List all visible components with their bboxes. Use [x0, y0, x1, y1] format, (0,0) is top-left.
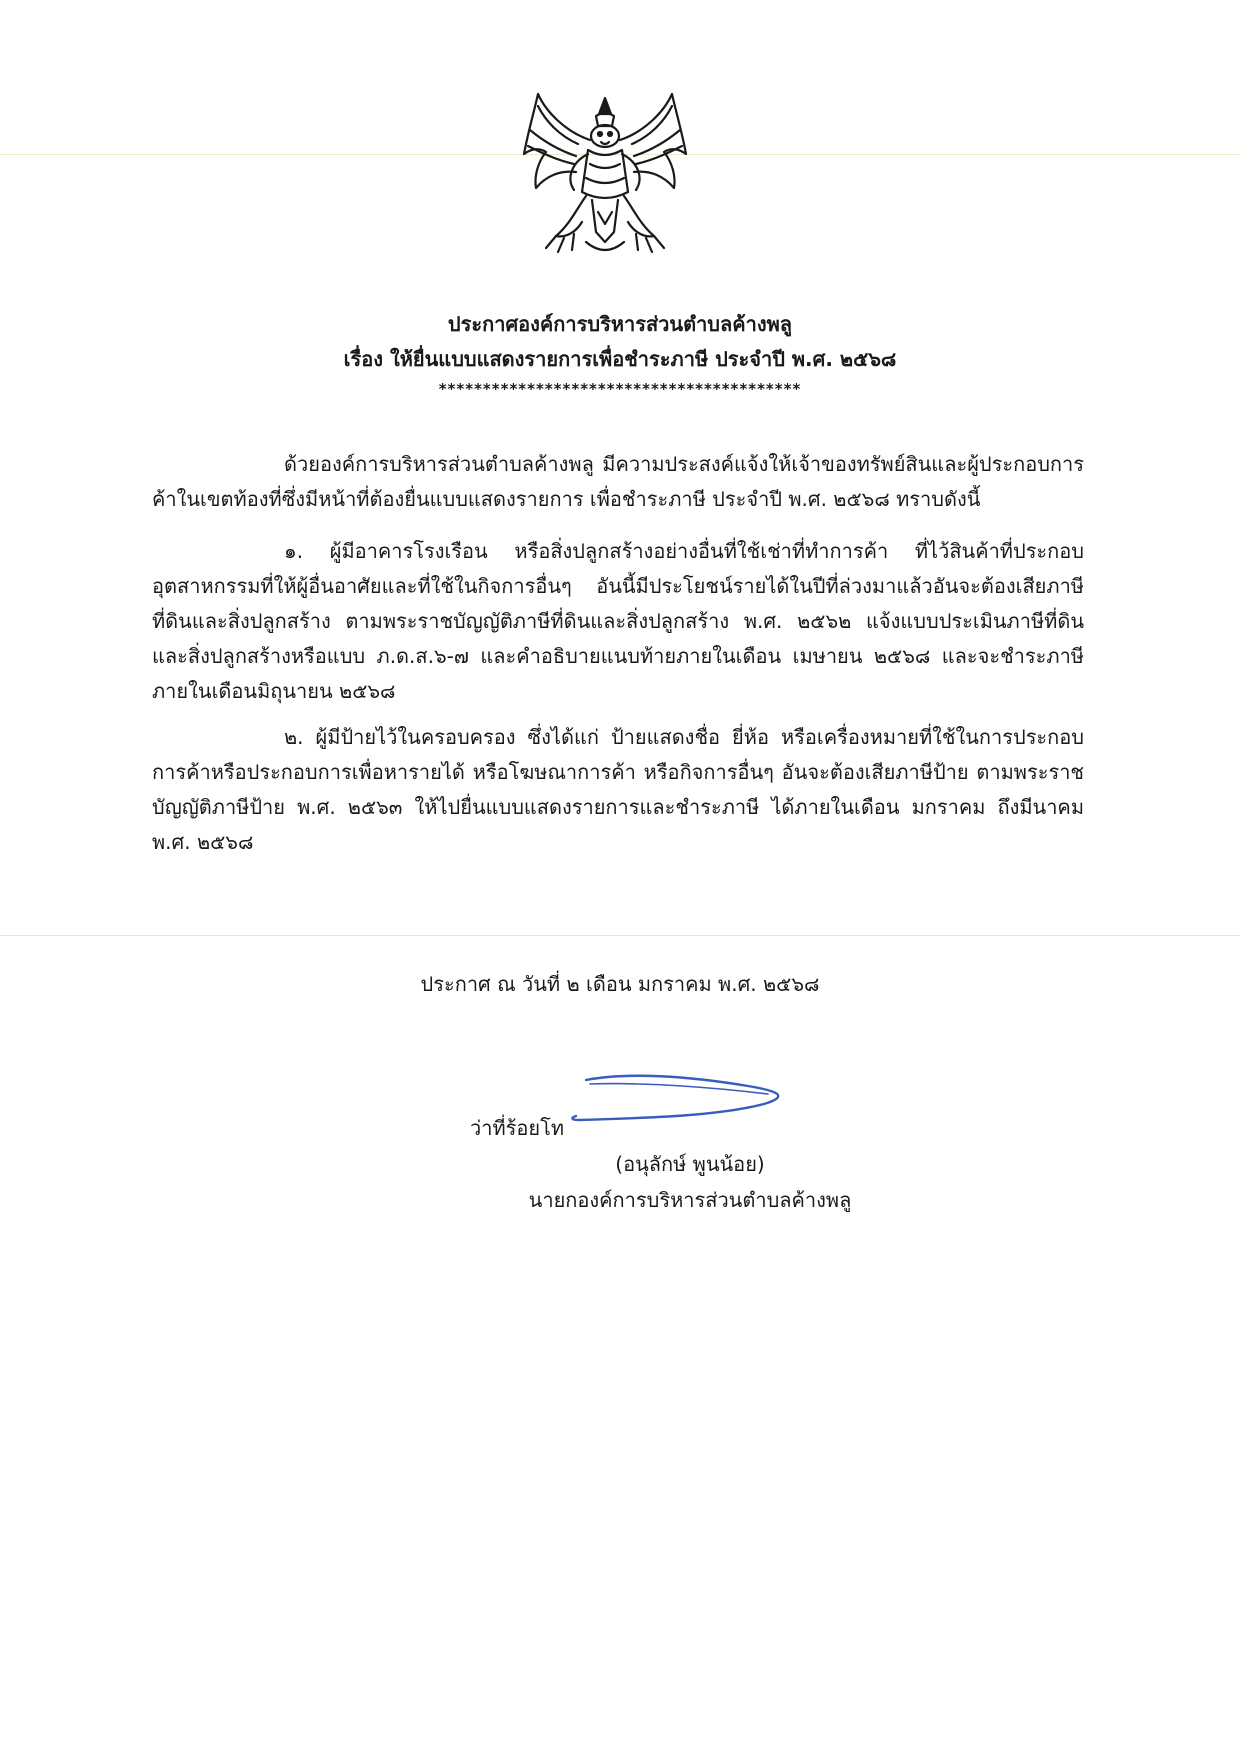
signer-name: (อนุลักษ์ พูนน้อย)	[615, 1152, 765, 1176]
announcement-title: ประกาศองค์การบริหารส่วนตำบลค้างพลู	[447, 312, 793, 336]
item-1-paragraph	[152, 534, 1084, 709]
item-2-text: ๒. ผู้มีป้ายไว้ในครอบครอง ซึ่งได้แก่ ป้ายแสดงชื่อ ยี่ห้อ หรือเครื่องหมายที่ใช้ในการประกอบการค้าหรือประกอบการเพื่อหารายได้ หรือโฆษณาการค้า หรือกิจการอื่นๆ อันจะต้องเสียภาษีป้าย ตามพระราชบัญญัติภาษีป้าย พ.ศ. ๒๕๖๓ ให้ไปยื่นแบบแสดงรายการและชำระภาษี ได้ภายในเดือน มกราคม ถึงมีนาคม พ.ศ. ๒๕๖๘	[152, 725, 1084, 854]
item-1-text: ๑. ผู้มีอาคารโรงเรือน หรือสิ่งปลูกสร้างอย่างอื่นที่ใช้เช่าที่ทำการค้า ที่ไว้สินค้าที่ประกอบอุตสาหกรรมที่ให้ผู้อื่นอาศัยและที่ใช้ในกิจการอื่นๆ อันนี้มีประโยชน์รายได้ในปีที่ล่วงมาแล้วอันจะต้องเสียภาษีที่ดินและสิ่งปลูกสร้าง ตามพระราชบัญญัติภาษีที่ดินและสิ่งปลูกสร้าง พ.ศ. ๒๕๖๒ แจ้งแบบประเมินภาษีที่ดินและสิ่งปลูกสร้างหรือแบบ ภ.ด.ส.๖-๗ และคำอธิบายแนบท้ายภายในเดือน เมษายน ๒๕๖๘ และจะชำระภาษีภายในเดือนมิถุนายน ๒๕๖๘	[152, 539, 1084, 703]
garuda-emblem-icon	[516, 92, 694, 260]
signature-rank: ว่าที่ร้อยโท	[470, 1116, 565, 1140]
intro-paragraph	[152, 447, 1084, 517]
handwritten-signature	[568, 1070, 808, 1132]
signer-position: นายกองค์การบริหารส่วนตำบลค้างพลู	[528, 1188, 852, 1212]
item-2-paragraph	[152, 720, 1084, 860]
announcement-subject: เรื่อง ให้ยื่นแบบแสดงรายการเพื่อชำระภาษี ประจำปี พ.ศ. ๒๕๖๘	[343, 347, 897, 371]
announcement-date: ประกาศ ณ วันที่ ๒ เดือน มกราคม พ.ศ. ๒๕๖๘	[420, 972, 820, 996]
middle-scan-line	[0, 935, 1240, 936]
title-separator: *****************************************	[438, 380, 802, 398]
intro-text: ด้วยองค์การบริหารส่วนตำบลค้างพลู มีความประสงค์แจ้งให้เจ้าของทรัพย์สินและผู้ประกอบการค้าในเขตท้องที่ซึ่งมีหน้าที่ต้องยื่นแบบแสดงรายการ เพื่อชำระภาษี ประจำปี พ.ศ. ๒๕๖๘ ทราบดังนี้	[152, 452, 1084, 511]
